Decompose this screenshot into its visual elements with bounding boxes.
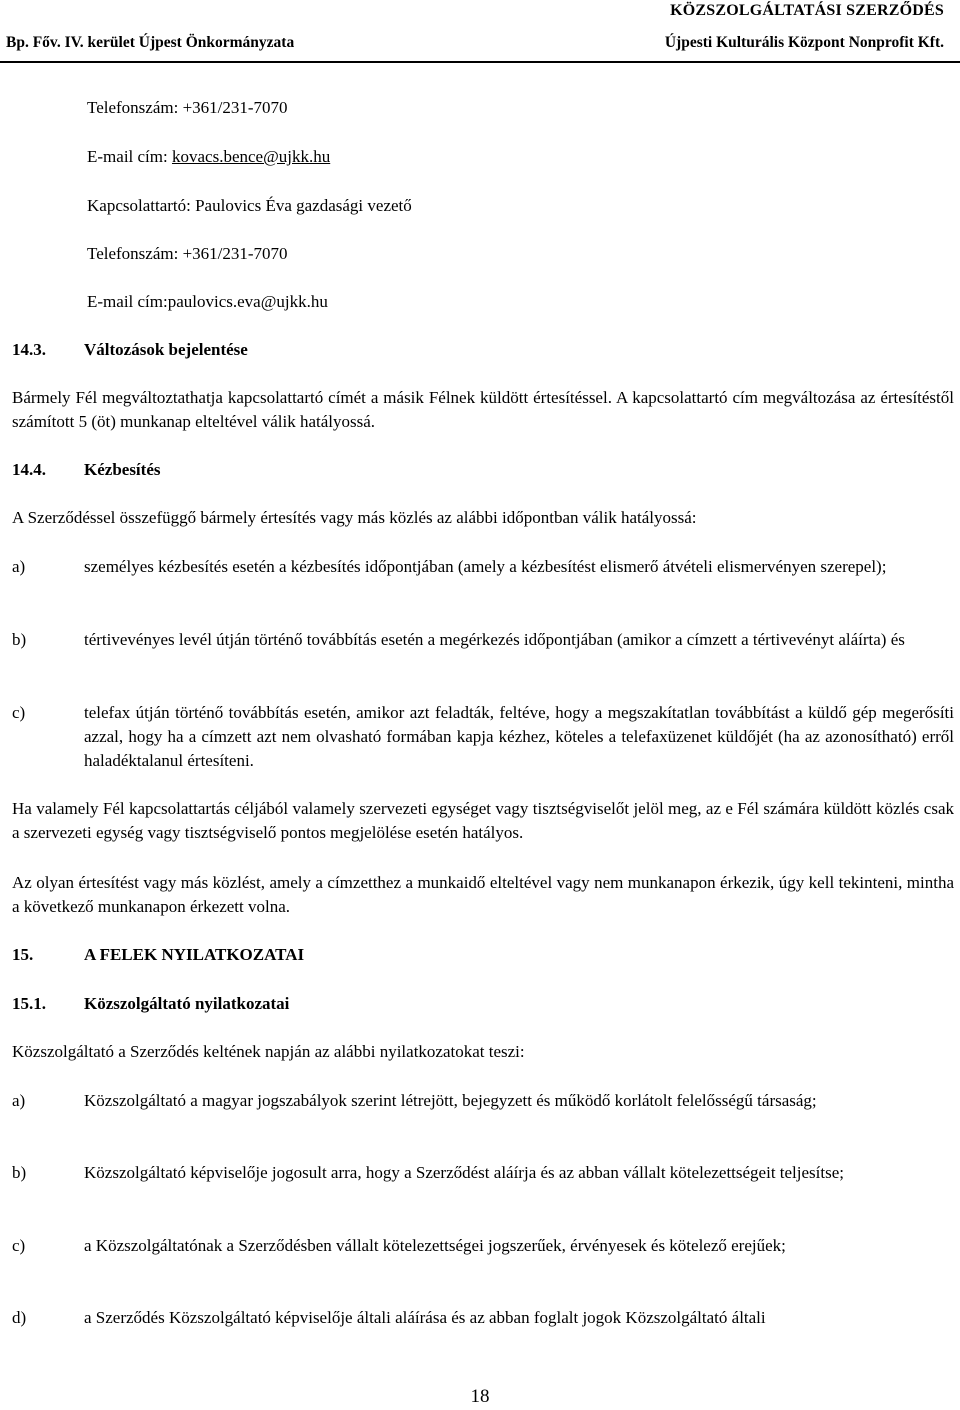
page-number: 18	[470, 1386, 490, 1407]
section-14-3-paragraph: Bármely Fél megváltoztathatja kapcsolattartó címét a másik Félnek küldött értesítéssel. A kapcsolattartó cím megváltozása az értesítéstől számított 5 (öt) munkanap elteltével válik hatályossá.	[12, 388, 954, 431]
list-item-text: telefax útján történő továbbítás esetén, amikor azt feladták, feltéve, hogy a megszakítatlan továbbítást a küldő gép megerősíti azzal, hogy ha a címzett azt nem olvasható formában kapja kézhez, köteles a telefaxüzenet küldőjét (ha az azonosítható) erről haladéktalanul értesíteni.	[84, 703, 954, 770]
section-15-1-intro: Közszolgáltató a Szerződés keltének napján az alábbi nyilatkozatokat teszi:	[12, 1042, 525, 1061]
header-party-right: Újpesti Kulturális Központ Nonprofit Kft.	[664, 34, 944, 51]
section-15-title: A FELEK NYILATKOZATAI	[84, 945, 305, 964]
list-item-label: d)	[12, 1308, 27, 1327]
contact-phone-1: Telefonszám: +361/231-7070	[87, 98, 288, 117]
page-header	[0, 0, 960, 62]
header-party-left: Bp. Főv. IV. kerület Újpest Önkormányzata	[6, 34, 295, 51]
list-item-label: a)	[12, 1091, 26, 1110]
list-item-text: a Közszolgáltatónak a Szerződésben vállalt kötelezettségei jogszerűek, érvényesek és kötelező erejűek;	[84, 1236, 786, 1255]
list-item-label: b)	[12, 1163, 27, 1182]
list-item-label: c)	[12, 703, 26, 722]
section-14-4-paragraph-2: Ha valamely Fél kapcsolattartás céljából valamely szervezeti egységet vagy tisztségviselőt jelöl meg, az e Fél számára küldött közlés csak a szervezeti egység vagy tisztségviselő pontos megjelölése esetén hatályos.	[12, 799, 954, 842]
section-15-1-title: Közszolgáltató nyilatkozatai	[84, 994, 290, 1013]
list-item-label: c)	[12, 1236, 26, 1255]
list-item-label: a)	[12, 557, 26, 576]
contact-person-2: Kapcsolattartó: Paulovics Éva gazdasági vezető	[87, 196, 412, 215]
contact-email-2: E-mail cím:paulovics.eva@ujkk.hu	[87, 292, 328, 311]
list-item-text: a Szerződés Közszolgáltató képviselője általi aláírása és az abban foglalt jogok Közszolgáltató általi	[84, 1308, 766, 1327]
list-item-text: Közszolgáltató a magyar jogszabályok szerint létrejött, bejegyzett és működő korlátolt felelősségű társaság;	[84, 1091, 817, 1110]
section-15-number: 15.	[12, 945, 34, 964]
document-title: KÖZSZOLGÁLTATÁSI SZERZŐDÉS	[670, 2, 944, 19]
section-14-3-title: Változások bejelentése	[84, 340, 248, 359]
section-14-4-intro: A Szerződéssel összefüggő bármely értesítés vagy más közlés az alábbi időpontban válik hatályossá:	[12, 508, 697, 527]
list-item-text: tértivevényes levél útján történő továbbítás esetén a megérkezés időpontjában (amikor a címzett a tértivevényt aláírta) és	[84, 630, 905, 649]
list-item-label: b)	[12, 630, 27, 649]
contact-phone-2: Telefonszám: +361/231-7070	[87, 244, 288, 263]
list-item-text: személyes kézbesítés esetén a kézbesítés időpontjában (amely a kézbesítést elismerő átvételi elismervényen szerepel);	[84, 557, 887, 576]
section-14-4-title: Kézbesítés	[84, 460, 161, 479]
contact-email-1	[87, 145, 330, 169]
section-15-1-number: 15.1.	[12, 994, 46, 1013]
list-item-text: Közszolgáltató képviselője jogosult arra, hogy a Szerződést aláírja és az abban vállalt kötelezettségeit teljesítse;	[84, 1163, 844, 1182]
section-14-4-number: 14.4.	[12, 460, 46, 479]
header-divider	[0, 61, 960, 63]
section-14-3-number: 14.3.	[12, 340, 46, 359]
contact-email-1-label: E-mail cím:	[87, 147, 172, 166]
contact-email-1-link[interactable]: kovacs.bence@ujkk.hu	[171, 147, 331, 166]
section-14-4-paragraph-3: Az olyan értesítést vagy más közlést, amely a címzetthez a munkaidő elteltével vagy nem munkanapon érkezik, úgy kell tekinteni, mintha a következő munkanapon érkezett volna.	[12, 873, 954, 916]
